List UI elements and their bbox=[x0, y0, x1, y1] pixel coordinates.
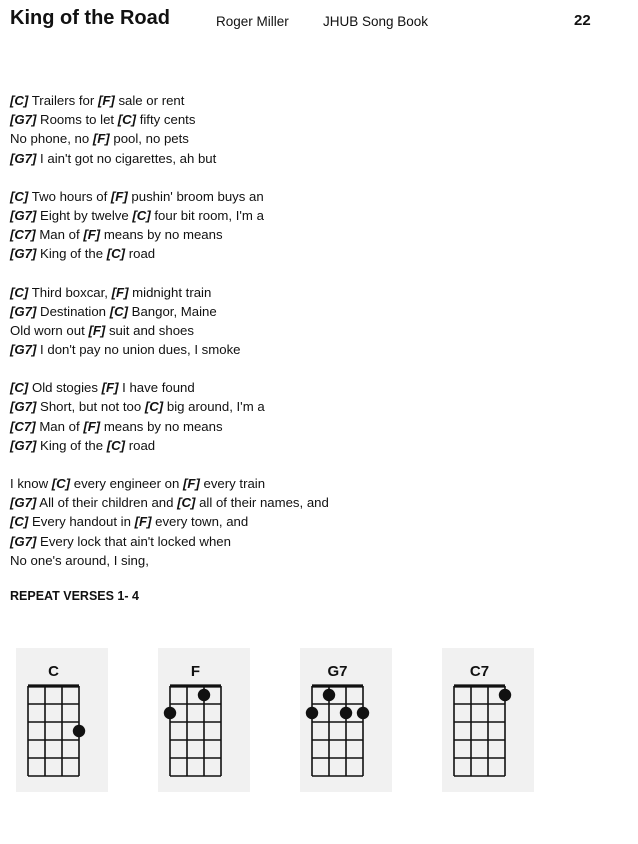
verse-1 bbox=[10, 91, 610, 168]
lyric-line bbox=[10, 129, 610, 148]
lyric-text: Man of bbox=[35, 227, 84, 243]
chord-symbol: [F] bbox=[101, 380, 119, 396]
lyric-line bbox=[10, 149, 610, 168]
verse-4 bbox=[10, 378, 610, 455]
chord-symbol: [C7] bbox=[10, 227, 36, 243]
lyric-text: every town, and bbox=[151, 514, 249, 530]
finger-dot bbox=[164, 707, 176, 719]
chord-diagram-svg bbox=[300, 638, 400, 798]
chord-symbol: [F] bbox=[88, 322, 106, 338]
chord-diagram-svg bbox=[158, 638, 258, 798]
chord-symbol: [C] bbox=[51, 476, 71, 491]
repeat-instruction: REPEAT VERSES 1- 4 bbox=[10, 589, 139, 603]
chord-diagram-c7 bbox=[442, 638, 542, 798]
chord-diagram-c bbox=[16, 638, 116, 798]
lyric-text: midnight train bbox=[128, 284, 212, 300]
chord-symbol: [C] bbox=[10, 284, 29, 300]
song-book-name: JHUB Song Book bbox=[323, 14, 429, 29]
lyric-text: I ain't got no cigarettes, ah but bbox=[36, 150, 217, 166]
song-artist: Roger Miller bbox=[216, 14, 289, 29]
finger-dot bbox=[499, 689, 511, 701]
chord-symbol: [F] bbox=[83, 227, 101, 243]
lyric-line bbox=[10, 436, 610, 455]
lyric-line bbox=[10, 512, 610, 531]
chord-symbol: [F] bbox=[134, 514, 152, 530]
lyric-line bbox=[10, 244, 610, 263]
chord-name-label: F bbox=[190, 663, 201, 680]
chord-symbol: [G7] bbox=[10, 112, 37, 128]
chord-symbol: [F] bbox=[97, 93, 115, 108]
chord-symbol: [F] bbox=[111, 284, 129, 300]
chord-symbol: [C] bbox=[106, 437, 126, 453]
finger-dot bbox=[198, 689, 210, 701]
lyric-line bbox=[10, 378, 610, 397]
lyric-text: I know bbox=[10, 476, 52, 491]
chord-symbol: [G7] bbox=[10, 150, 37, 166]
lyric-text: I don't pay no union dues, I smoke bbox=[36, 342, 241, 358]
lyric-text: Two hours of bbox=[28, 188, 111, 204]
chord-symbol: [G7] bbox=[10, 399, 37, 415]
lyric-line bbox=[10, 493, 610, 512]
lyric-line bbox=[10, 187, 610, 206]
lyric-text: Eight by twelve bbox=[36, 207, 133, 223]
lyric-line bbox=[10, 417, 610, 436]
chord-symbol: [G7] bbox=[10, 495, 37, 511]
finger-dot bbox=[357, 707, 369, 719]
finger-dot bbox=[323, 689, 335, 701]
chord-symbol: [C] bbox=[117, 112, 137, 128]
chord-name-label: C bbox=[48, 663, 59, 680]
lyric-line bbox=[10, 532, 610, 551]
chord-symbol: [C] bbox=[10, 93, 29, 108]
lyric-text: Destination bbox=[36, 303, 110, 319]
chord-name-label: G7 bbox=[327, 663, 348, 680]
chord-name-label: C7 bbox=[469, 663, 490, 680]
verse-2 bbox=[10, 187, 610, 264]
chord-symbol: [C] bbox=[177, 495, 196, 511]
lyric-text: pushin' broom buys an bbox=[127, 188, 264, 204]
lyric-text: sale or rent bbox=[114, 93, 185, 108]
lyric-line bbox=[10, 474, 610, 493]
page-header bbox=[10, 7, 610, 37]
lyric-text: Trailers for bbox=[28, 93, 98, 108]
lyric-text: all of their names, and bbox=[195, 495, 329, 511]
verse-5 bbox=[10, 474, 610, 570]
lyric-text: Bangor, Maine bbox=[128, 303, 217, 319]
chord-symbol: [F] bbox=[83, 418, 101, 434]
finger-dot bbox=[73, 725, 85, 737]
song-title: King of the Road bbox=[10, 7, 170, 29]
chord-symbol: [F] bbox=[92, 131, 110, 147]
lyric-line bbox=[10, 91, 610, 110]
lyric-text: big around, I'm a bbox=[163, 399, 265, 415]
chord-symbol: [C] bbox=[10, 380, 29, 396]
lyric-text: means by no means bbox=[100, 418, 223, 434]
chord-symbol: [F] bbox=[183, 476, 200, 491]
chord-symbol: [G7] bbox=[10, 437, 37, 453]
lyric-line bbox=[10, 397, 610, 416]
lyric-text: Man of bbox=[35, 418, 84, 434]
lyric-text: All of their children and bbox=[36, 495, 178, 511]
chord-diagram-f bbox=[158, 638, 258, 798]
lyric-text: No one's around, I sing, bbox=[10, 552, 149, 568]
lyric-text: King of the bbox=[36, 437, 107, 453]
lyric-text: suit and shoes bbox=[105, 322, 194, 338]
lyric-text: Every handout in bbox=[28, 514, 135, 530]
chord-diagram-svg bbox=[16, 638, 116, 798]
lyric-text: I have found bbox=[118, 380, 195, 396]
lyric-line bbox=[10, 225, 610, 244]
finger-dot bbox=[306, 707, 318, 719]
lyric-text: No phone, no bbox=[10, 131, 93, 147]
lyric-text: four bit room, I'm a bbox=[150, 207, 264, 223]
chord-symbol: [C] bbox=[132, 207, 151, 223]
lyric-text: road bbox=[125, 437, 156, 453]
chord-symbol: [G7] bbox=[10, 303, 37, 319]
chord-symbol: [G7] bbox=[10, 342, 37, 358]
lyric-text: every engineer on bbox=[70, 476, 183, 491]
chord-diagram-svg bbox=[442, 638, 542, 798]
verse-3 bbox=[10, 283, 610, 360]
chord-symbol: [C] bbox=[144, 399, 164, 415]
lyrics-section bbox=[10, 91, 610, 589]
lyric-text: road bbox=[125, 246, 156, 262]
lyric-text: every train bbox=[199, 476, 266, 491]
lyric-line bbox=[10, 551, 610, 570]
lyric-text: Third boxcar, bbox=[28, 284, 112, 300]
chord-symbol: [G7] bbox=[10, 207, 37, 223]
chord-symbol: [F] bbox=[110, 188, 128, 204]
chord-symbol: [C] bbox=[10, 188, 29, 204]
lyric-text: pool, no pets bbox=[109, 131, 189, 147]
lyric-text: King of the bbox=[36, 246, 107, 262]
chord-symbol: [G7] bbox=[10, 246, 37, 262]
finger-dot bbox=[340, 707, 352, 719]
lyric-line bbox=[10, 110, 610, 129]
lyric-line bbox=[10, 302, 610, 321]
lyric-text: Short, but not too bbox=[36, 399, 145, 415]
chord-symbol: [C] bbox=[10, 514, 29, 530]
lyric-text: fifty cents bbox=[136, 112, 196, 128]
chord-symbol: [C] bbox=[109, 303, 128, 319]
lyric-line bbox=[10, 321, 610, 340]
page-number: 22 bbox=[574, 12, 591, 29]
chord-symbol: [C] bbox=[106, 246, 126, 262]
lyric-line bbox=[10, 340, 610, 359]
lyric-line bbox=[10, 283, 610, 302]
lyric-text: Old worn out bbox=[10, 322, 89, 338]
lyric-text: means by no means bbox=[100, 227, 223, 243]
chord-diagram-g7 bbox=[300, 638, 400, 798]
lyric-text: Every lock that ain't locked when bbox=[36, 533, 231, 549]
lyric-line bbox=[10, 206, 610, 225]
chord-symbol: [G7] bbox=[10, 533, 37, 549]
lyric-text: Rooms to let bbox=[36, 112, 118, 128]
chord-symbol: [C7] bbox=[10, 418, 36, 434]
lyric-text: Old stogies bbox=[28, 380, 102, 396]
